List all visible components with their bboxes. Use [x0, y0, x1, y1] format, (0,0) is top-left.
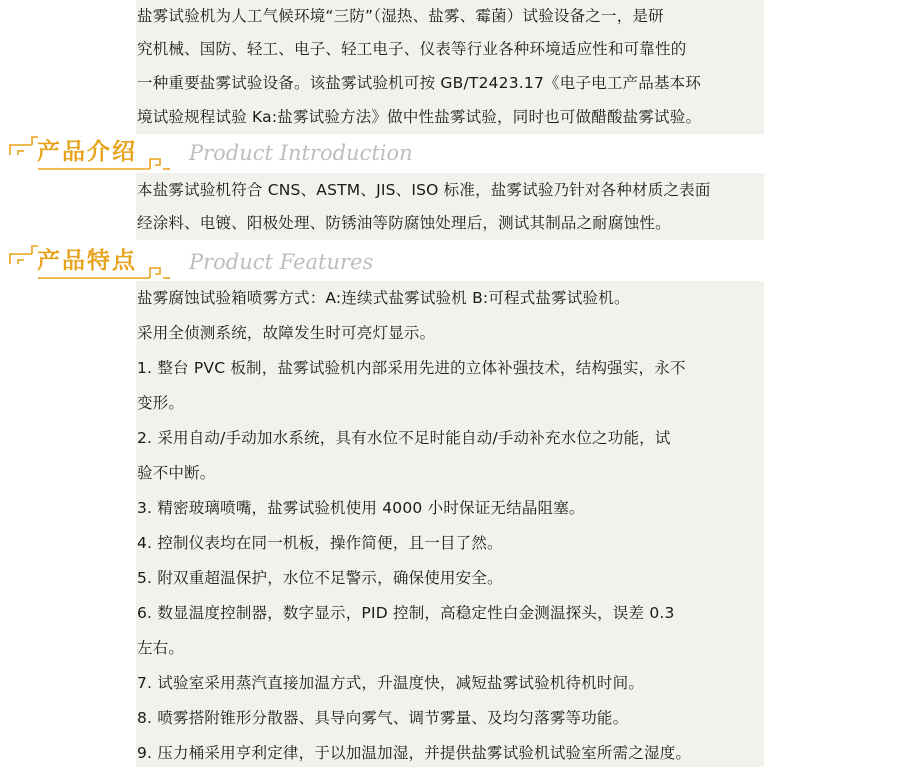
feature-line: 采用全侦测系统，故障发生时可亮灯显示。: [137, 324, 436, 342]
section-heading-features: [0, 242, 900, 282]
feature-line: 7. 试验室采用蒸汽直接加温方式，升温度快，减短盐雾试验机待机时间。: [137, 674, 645, 692]
feature-line: 3. 精密玻璃喷嘴，盐雾试验机使用 4000 小时保证无结晶阻塞。: [137, 499, 585, 517]
feature-line: 1. 整台 PVC 板制，盐雾试验机内部采用先进的立体补强技术，结构强实，永不: [137, 359, 686, 377]
feature-line: 2. 采用自动/手动加水系统，具有水位不足时能自动/手动补充水位之功能，试: [137, 429, 671, 447]
intro-line: 一种重要盐雾试验设备。该盐雾试验机可按 GB/T2423.17《电子电工产品基本环: [137, 74, 702, 92]
feature-line: 变形。: [137, 394, 185, 412]
feature-line: 5. 附双重超温保护，水位不足警示，确保使用安全。: [137, 569, 503, 587]
feature-line: 6. 数显温度控制器，数字显示，PID 控制，高稳定性白金测温探头，误差 0.3: [137, 604, 675, 622]
section-title-en: Product Features: [189, 250, 374, 274]
feature-line: 9. 压力桶采用亨利定律，于以加温加湿，并提供盐雾试验机试验室所需之湿度。: [137, 744, 692, 762]
introduction-line: 本盐雾试验机符合 CNS、ASTM、JIS、ISO 标准，盐雾试验乃针对各种材质之表面: [137, 181, 711, 199]
section-title-cn: 产品特点: [37, 248, 137, 274]
feature-line: 左右。: [137, 639, 185, 657]
feature-line: 验不中断。: [137, 464, 216, 482]
intro-line: 究机械、国防、轻工、电子、轻工电子、仪表等行业各种环境适应性和可靠性的: [137, 40, 687, 58]
section-heading-introduction: [0, 133, 900, 173]
intro-line: 境试验规程试验 Ka:盐雾试验方法》做中性盐雾试验，同时也可做醋酸盐雾试验。: [137, 108, 702, 126]
section-title-en: Product Introduction: [189, 141, 413, 165]
feature-line: 盐雾腐蚀试验箱喷雾方式：A:连续式盐雾试验机 B:可程式盐雾试验机。: [137, 289, 630, 307]
section-title-cn: 产品介绍: [37, 139, 137, 165]
intro-line: 盐雾试验机为人工气候环境“三防”（湿热、盐雾、霉菌）试验设备之一，是研: [137, 7, 664, 25]
feature-line: 8. 喷雾搭附锥形分散器、具导向雾气、调节雾量、及均匀落雾等功能。: [137, 709, 629, 727]
introduction-paragraph: [136, 173, 764, 240]
feature-line: 4. 控制仪表均在同一机板，操作简便，且一目了然。: [137, 534, 503, 552]
features-list: [136, 281, 764, 767]
intro-paragraph: [136, 0, 764, 134]
introduction-line: 经涂料、电镀、阳极处理、防锈油等防腐蚀处理后，测试其制品之耐腐蚀性。: [137, 214, 671, 232]
